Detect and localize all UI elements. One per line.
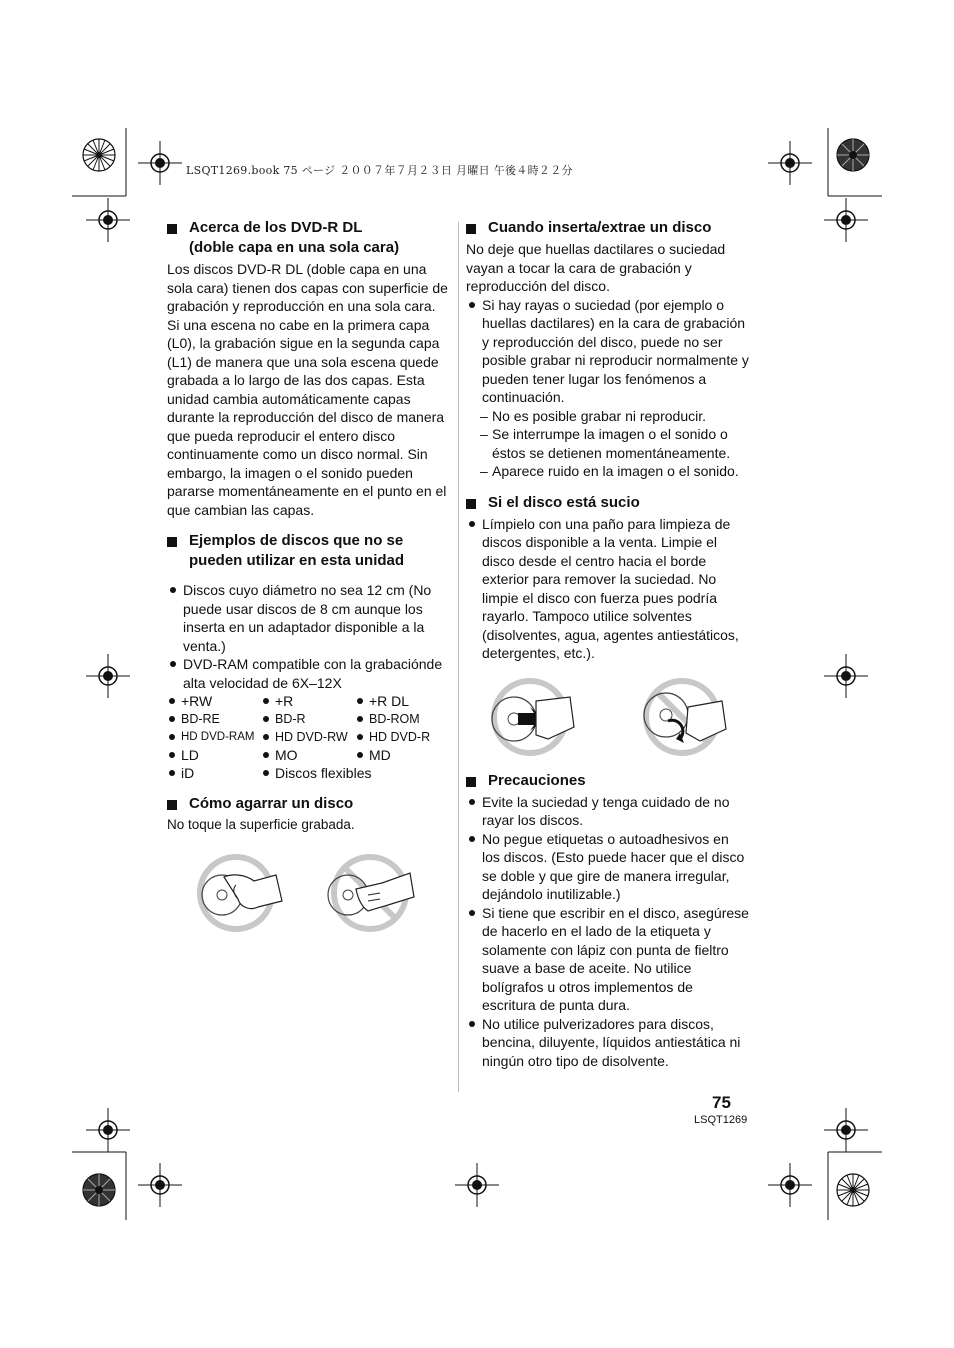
square-bullet-icon [167,224,177,234]
list-item: No utilice pulverizadores para discos, bencina, diluyente, líquidos antiestática ni ningún otro tipo de disolvente. [466,1015,750,1071]
disc-type: HD DVD-RAM [167,728,261,746]
disc-type: BD-R [261,710,355,728]
disc-type: +R [261,692,355,710]
square-bullet-icon [466,499,476,509]
disc-type-grid [167,692,449,782]
square-bullet-icon [466,224,476,234]
disc-type: Discos flexibles [261,764,355,782]
title-line: Cuando inserta/extrae un disco [488,219,712,236]
list-item: Evite la suciedad y tenga cuidado de no rayar los discos. [466,793,750,830]
left-column [167,218,449,947]
dash-list [466,407,750,481]
disc-type: +R DL [355,692,449,710]
bullet-list [167,581,449,692]
list-item: – Aparece ruido en la imagen o el sonido. [466,462,750,481]
disc-type: HD DVD-R [355,728,449,746]
section-title [466,218,750,238]
correct-cleaning-illustration [478,677,588,759]
list-item: Límpielo con una paño para limpieza de discos disponible a la venta. Limpie el disco desde el centro hacia el borde exterior para remover la suciedad. No limpie el disco con fuerza pues podría rayarlo. Tampoco utilice solventes (disolventes, agua, agentes antiestáticos, detergentes, etc.). [466,515,750,663]
section-title [466,771,750,791]
section-insert-remove [466,218,750,481]
bullet-list [466,793,750,1071]
section-precautions [466,771,750,1071]
incorrect-grip-illustration [322,845,422,935]
square-bullet-icon [466,777,476,787]
bullet-list [466,296,750,407]
disc-type: BD-RE [167,710,261,728]
section-body: No deje que huellas dactilares o suciedad vayan a tocar la cara de grabación y reproducción del disco. [466,241,726,294]
section-title [167,218,449,258]
section-body: No toque la superficie grabada. [167,817,355,832]
section-title [167,531,449,571]
holding-disc-illustrations [167,845,449,935]
disc-type: MO [261,746,355,764]
square-bullet-icon [167,537,177,547]
section-unusable-discs [167,531,449,782]
list-item: DVD-RAM compatible con la grabaciónde alta velocidad de 6X–12X [167,655,449,692]
list-item: Si hay rayas o suciedad (por ejemplo o huellas dactilares) en la cara de grabación y reproducción del disco, puede no ser posible grabar ni reproducir normalmente y pueden tener lugar los fenómenos a continuación. [466,296,750,407]
title-line: pueden utilizar en esta unidad [189,552,405,569]
disc-type: LD [167,746,261,764]
title-line: (doble capa en una sola cara) [189,239,400,256]
list-item: – Se interrumpe la imagen o el sonido o éstos se detienen momentáneamente. [466,425,750,462]
disc-type: +RW [167,692,261,710]
list-item: Si tiene que escribir en el disco, asegúrese de hacerlo en el lado de la etiqueta y solamente con lápiz con punta de fieltro suave a base de aceite. No utilice bolígrafos u otros implementos de escritura de punta dura. [466,904,750,1015]
incorrect-cleaning-illustration [628,677,738,759]
document-code: LSQT1269 [694,1114,748,1126]
list-item: – No es posible grabar ni reproducir. [466,407,750,426]
title-line: Si el disco está sucio [488,493,640,511]
right-column [466,218,750,1082]
section-holding-disc [167,794,449,935]
title-line: Precauciones [488,771,586,789]
title-line: Acerca de los DVD-R DL [189,219,363,236]
print-header: LSQT1269.book 75 ページ ２００７年７月２３日 月曜日 午後４時２２分 [186,164,573,177]
cleaning-illustrations [466,677,750,759]
page-number: 75 [712,1093,731,1112]
section-dvd-r-dl [167,218,449,519]
column-divider [458,222,459,1092]
disc-type: BD-ROM [355,710,449,728]
square-bullet-icon [167,800,177,810]
disc-type: MD [355,746,449,764]
section-dirty-disc [466,493,750,759]
correct-grip-illustration [194,845,294,935]
list-item: No pegue etiquetas o autoadhesivos en los discos. (Esto puede hacer que el disco se doble y que gire de manera irregular, dejándolo inutilizable.) [466,830,750,904]
title-line: Cómo agarrar un disco [189,795,354,812]
title-line: Ejemplos de discos que no se [189,532,404,549]
section-body: Los discos DVD-R DL (doble capa en una sola cara) tienen dos capas con superficie de grabación y reproducción en una sola cara. Si una escena no cabe en la primera capa (L0), la grabación sigue en la segunda capa (L1) de manera que una sola escena quede grabada a lo largo de las dos capas. Esta unidad cambia automáticamente capas durante la reproducción del disco de manera que pueda reproducir el entero disco continuamente como un disco normal. Sin embargo, la imagen o el sonido pueden pararse momentáneamente en el punto en el que cambian las capas. [167,261,448,518]
list-item: Discos cuyo diámetro no sea 12 cm (No puede usar discos de 8 cm aunque los inserta en un adaptador disponible a la venta.) [167,581,449,655]
disc-type: iD [167,764,261,782]
section-title [167,794,449,814]
section-title [466,493,750,513]
disc-type: HD DVD-RW [261,728,355,746]
bullet-list [466,515,750,663]
